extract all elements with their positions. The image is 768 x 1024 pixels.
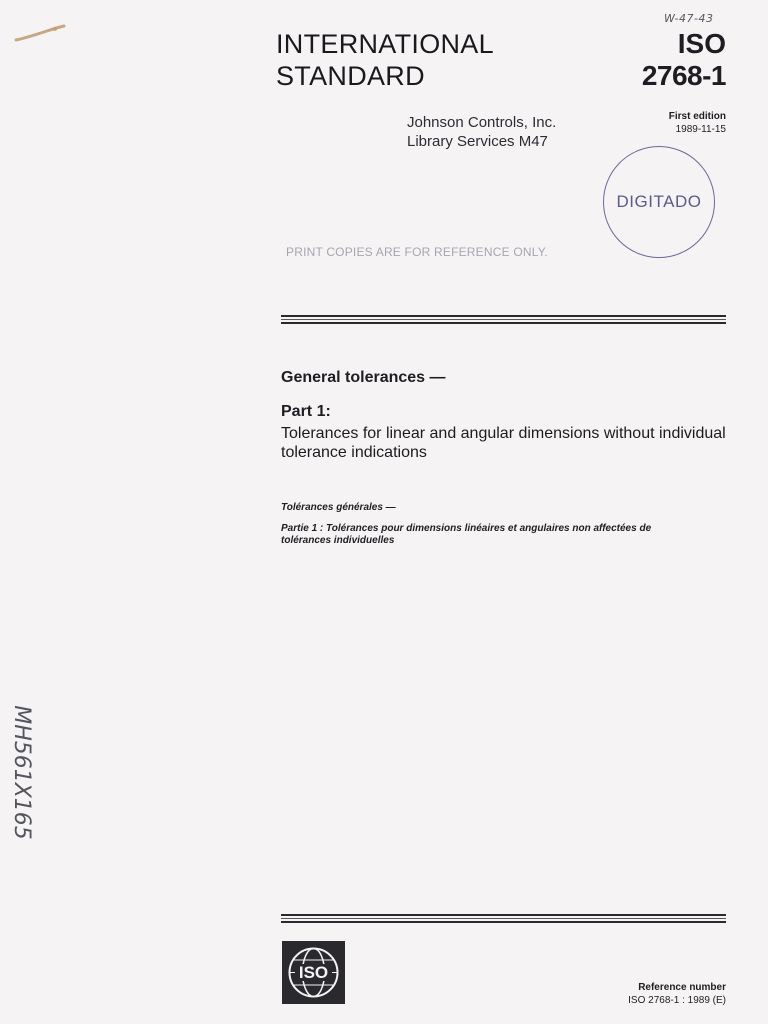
reference-label: Reference number (638, 982, 726, 993)
edition-date: 1989-11-15 (675, 124, 726, 135)
edition-label: First edition (668, 111, 726, 122)
french-part-title: Partie 1 : Tolérances pour dimensions linéaires et angulaires non affectées de tolérances individuelles (281, 523, 652, 546)
title-intro: General tolerances — (281, 369, 446, 386)
part-title: Tolerances for linear and angular dimensions without individual tolerance indications (281, 425, 726, 461)
margin-note-text: MH561X165 (8, 705, 34, 840)
document-type-line2: STANDARD (276, 61, 425, 91)
part-label: Part 1: (281, 403, 331, 420)
document-type (276, 28, 494, 92)
stamp-text: DIGITADO (616, 192, 702, 211)
iso-globe-icon (286, 945, 341, 1000)
holder-line-2: Library Services M47 (407, 133, 548, 150)
paper-stain (10, 18, 70, 48)
digitado-stamp (603, 146, 715, 258)
iso-label: ISO (677, 28, 726, 59)
logo-text: ISO (298, 963, 329, 982)
holder-line-1: Johnson Controls, Inc. (407, 114, 557, 131)
margin-handwritten-note (0, 680, 70, 860)
corner-handwritten-note: W-47-43 (664, 12, 714, 25)
reference-number: ISO 2768-1 : 1989 (E) (628, 995, 726, 1006)
iso-logo (282, 941, 345, 1004)
french-title-intro: Tolérances générales — (281, 502, 396, 513)
bottom-divider (281, 914, 726, 925)
standard-number: 2768-1 (641, 60, 726, 91)
document-type-line1: INTERNATIONAL (276, 29, 494, 59)
print-copies-note: PRINT COPIES ARE FOR REFERENCE ONLY. (286, 245, 548, 259)
top-divider (281, 315, 726, 326)
